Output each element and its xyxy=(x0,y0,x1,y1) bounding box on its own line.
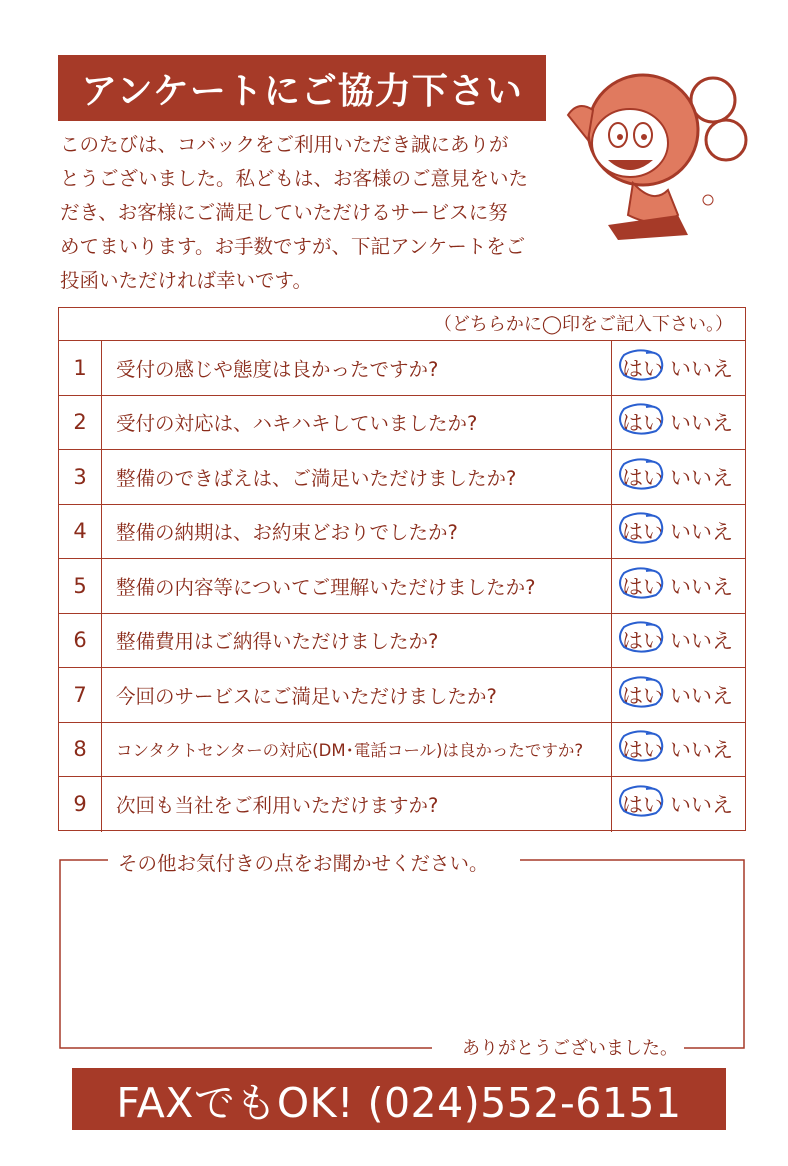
question-text: 受付の感じや態度は良かったですか? xyxy=(116,357,439,381)
comments-box[interactable] xyxy=(58,852,746,1059)
yes-option[interactable]: はい xyxy=(622,407,664,437)
question-text: 今回のサービスにご満足いただけましたか? xyxy=(116,684,497,708)
no-option[interactable]: いいえ xyxy=(670,793,733,818)
question-text: 整備の納期は、お約束どおりでしたか? xyxy=(116,521,458,545)
question-number: 7 xyxy=(59,668,102,722)
question-text: 整備費用はご納得いただけましたか? xyxy=(116,630,439,654)
question-row xyxy=(59,396,745,451)
yes-option[interactable]: はい xyxy=(622,571,664,601)
yes-option[interactable]: はい xyxy=(622,353,664,383)
answer-circle-mark xyxy=(616,674,670,710)
yes-option[interactable]: はい xyxy=(622,516,664,546)
question-number: 2 xyxy=(59,396,102,450)
no-option[interactable]: いいえ xyxy=(670,411,733,436)
question-row xyxy=(59,668,745,723)
question-row xyxy=(59,505,745,560)
no-option[interactable]: いいえ xyxy=(670,520,733,545)
question-number: 1 xyxy=(59,341,102,395)
intro-line: だき、お客様にご満足していただけるサービスに努 xyxy=(60,201,508,224)
no-option[interactable]: いいえ xyxy=(670,738,733,763)
question-number: 9 xyxy=(59,777,102,832)
answer-cell xyxy=(611,341,745,395)
answer-circle-mark xyxy=(616,619,670,655)
question-row xyxy=(59,450,745,505)
question-number: 4 xyxy=(59,505,102,559)
question-text: 次回も当社をご利用いただけますか? xyxy=(116,794,439,818)
comments-label: その他お気付きの点をお聞かせください。 xyxy=(114,848,493,876)
answer-cell xyxy=(611,396,745,450)
comments-frame xyxy=(58,858,746,1050)
answer-circle-mark xyxy=(616,456,670,492)
answer-circle-mark xyxy=(616,728,670,764)
answer-cell xyxy=(611,450,745,504)
intro-line: めてまいります。お手数ですが、下記アンケートをご xyxy=(60,235,526,258)
intro-line: このたびは、コバックをご利用いただき誠にありが xyxy=(60,133,509,156)
no-option[interactable]: いいえ xyxy=(670,356,733,381)
intro-line: 投函いただければ幸いです。 xyxy=(60,269,312,292)
no-option[interactable]: いいえ xyxy=(670,683,733,708)
question-row xyxy=(59,559,745,614)
yes-option[interactable]: はい xyxy=(622,680,664,710)
answer-cell xyxy=(611,668,745,722)
answer-circle-mark xyxy=(616,510,670,546)
survey-table xyxy=(58,307,746,831)
answer-cell xyxy=(611,723,745,777)
question-number: 3 xyxy=(59,450,102,504)
question-text: コンタクトセンターの対応(DM･電話コール)は良かったですか? xyxy=(116,741,584,761)
answer-circle-mark xyxy=(616,347,670,383)
question-number: 5 xyxy=(59,559,102,613)
fax-banner: FAXでもOK! (024)552-6151 xyxy=(72,1068,726,1130)
question-row xyxy=(59,341,745,396)
survey-instruction: （どちらかに◯印をご記入下さい。） xyxy=(59,308,745,341)
answer-cell xyxy=(611,614,745,668)
no-option[interactable]: いいえ xyxy=(670,574,733,599)
yes-option[interactable]: はい xyxy=(622,734,664,764)
question-row xyxy=(59,777,745,832)
answer-circle-mark xyxy=(616,783,670,819)
thanks-text: ありがとうございました。 xyxy=(458,1034,682,1060)
intro-text xyxy=(60,128,560,298)
answer-circle-mark xyxy=(616,401,670,437)
yes-option[interactable]: はい xyxy=(622,462,664,492)
question-text: 整備のできばえは、ご満足いただけましたか? xyxy=(116,466,517,490)
intro-line: とうございました。私どもは、お客様のご意見をいた xyxy=(60,167,529,190)
mascot-illustration xyxy=(548,55,748,250)
question-text: 整備の内容等についてご理解いただけましたか? xyxy=(116,575,536,599)
no-option[interactable]: いいえ xyxy=(670,465,733,490)
survey-title: アンケートにご協力下さい xyxy=(58,55,546,121)
question-row xyxy=(59,614,745,669)
question-text: 受付の対応は、ハキハキしていましたか? xyxy=(116,412,478,436)
question-row xyxy=(59,723,745,778)
question-number: 6 xyxy=(59,614,102,668)
answer-cell xyxy=(611,559,745,613)
question-number: 8 xyxy=(59,723,102,777)
answer-cell xyxy=(611,777,745,832)
no-option[interactable]: いいえ xyxy=(670,629,733,654)
yes-option[interactable]: はい xyxy=(622,625,664,655)
answer-circle-mark xyxy=(616,565,670,601)
yes-option[interactable]: はい xyxy=(622,789,664,819)
answer-cell xyxy=(611,505,745,559)
